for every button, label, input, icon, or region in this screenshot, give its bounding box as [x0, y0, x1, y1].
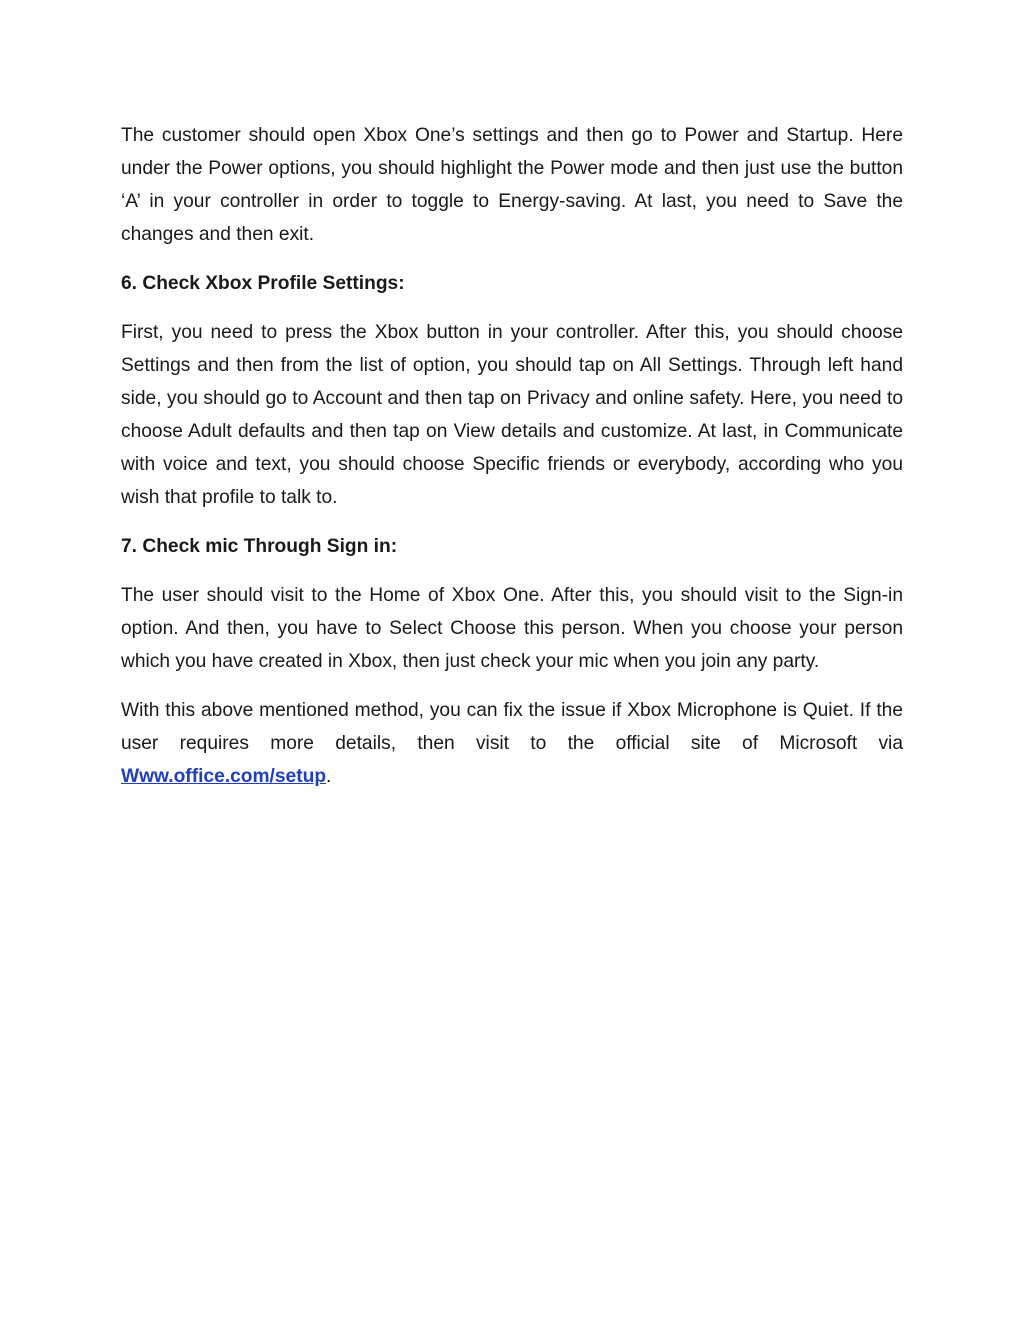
office-setup-link[interactable]: Www.office.com/setup — [121, 766, 327, 787]
closing-period: . — [326, 766, 332, 787]
document-page — [121, 119, 903, 809]
section-7-heading: 7. Check mic Through Sign in: — [121, 536, 398, 557]
section-7-body: The user should visit to the Home of Xbox One. After this, you should visit to the Sign-in option. And then, you have to Select Choose this person. When you choose your person which you have created in Xbox, then just check your mic when you join any party. — [121, 585, 903, 672]
section-6-heading: 6. Check Xbox Profile Settings: — [121, 273, 405, 294]
closing-paragraph — [121, 694, 903, 793]
closing-text: With this above mentioned method, you can fix the issue if Xbox Microphone is Quiet. If the user requires more details, then visit to the official site of Microsoft via — [121, 700, 903, 754]
section-6-body: First, you need to press the Xbox button in your controller. After this, you should choose Settings and then from the list of option, you should tap on All Settings. Through left hand side, you should go to Account and then tap on Privacy and online safety. Here, you need to choose Adult defaults and then tap on View details and customize. At last, in Communicate with voice and text, you should choose Specific friends or everybody, according who you wish that profile to talk to. — [121, 322, 903, 508]
intro-paragraph: The customer should open Xbox One’s settings and then go to Power and Startup. Here under the Power options, you should highlight the Power mode and then just use the button ‘A’ in your controller in order to toggle to Energy-saving. At last, you need to Save the changes and then exit. — [121, 125, 903, 245]
